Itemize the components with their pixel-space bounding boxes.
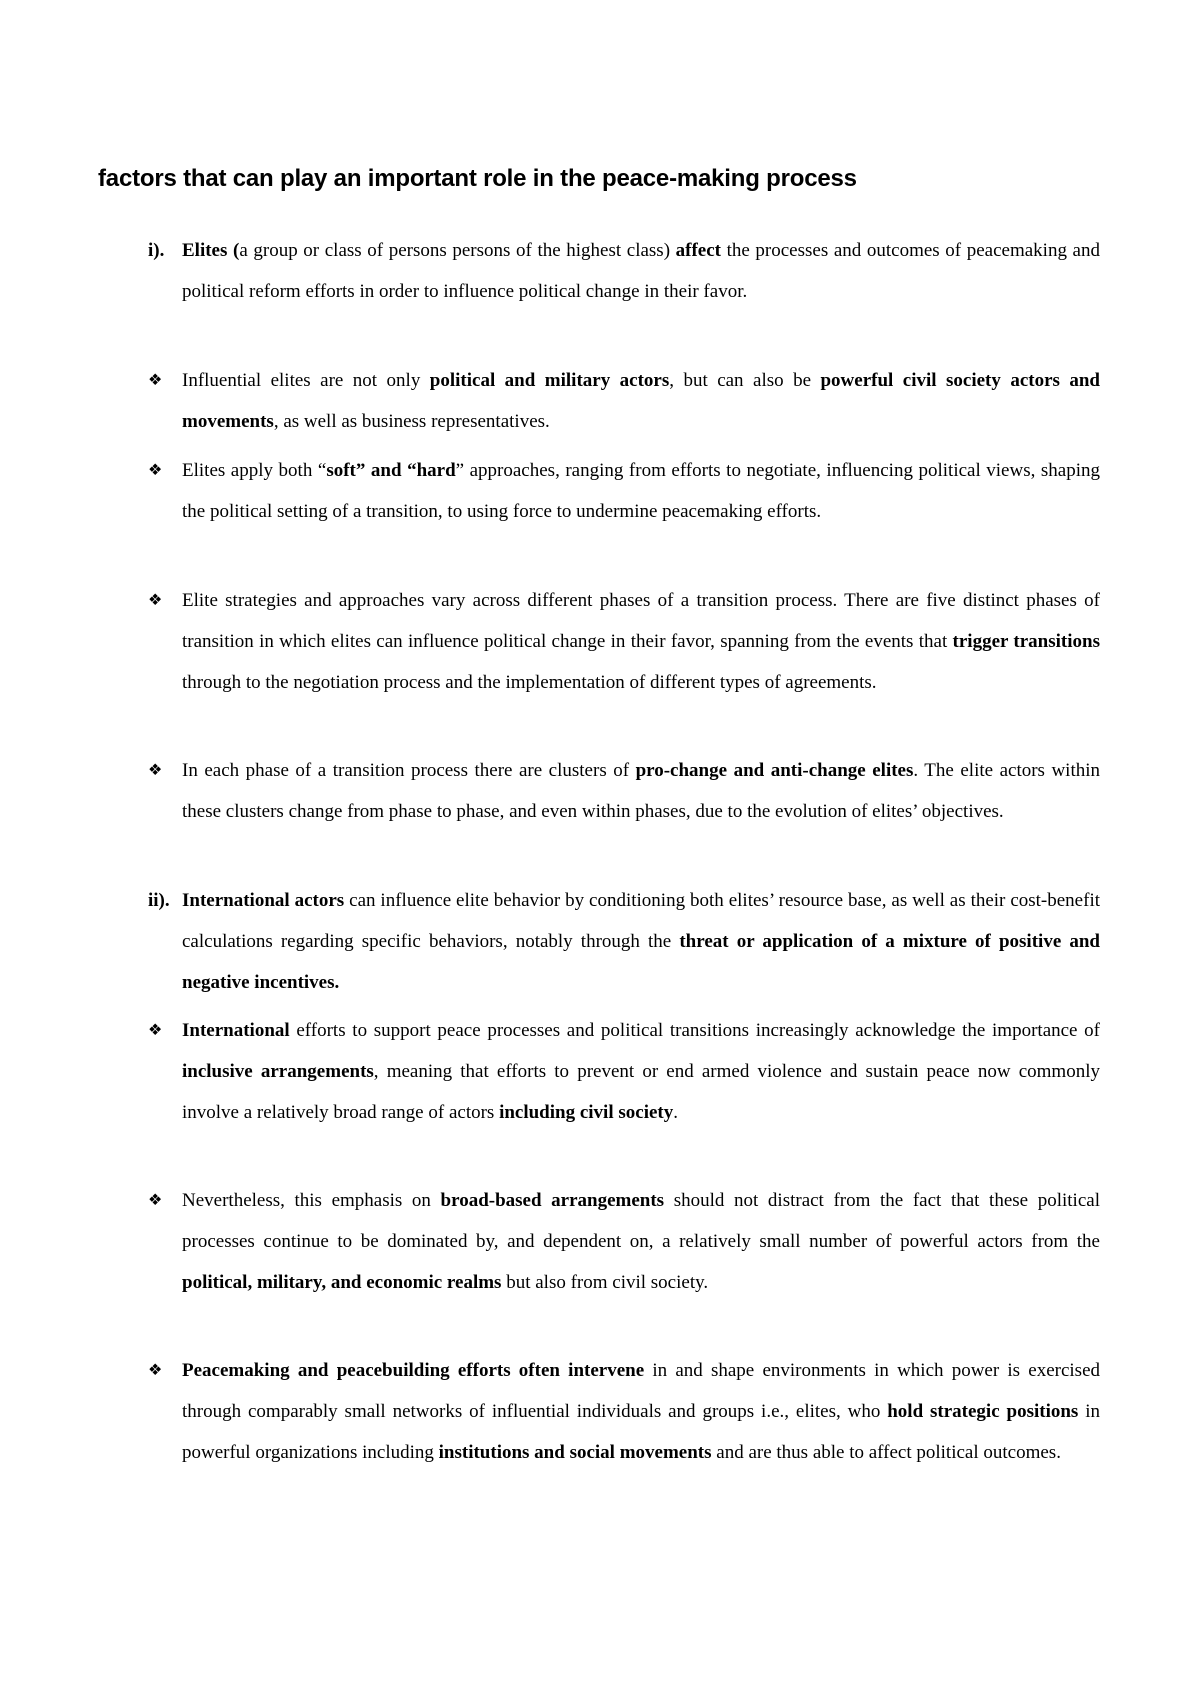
text-segment: In each phase of a transition process there are clusters of [182,760,636,781]
text-segment: Elites ( [182,240,240,261]
text-segment: International [182,1020,290,1041]
text-segment: Elites apply both “ [182,460,327,481]
list-item-text [182,750,1100,832]
diamond-bullet-icon: ❖ [148,762,163,779]
list-item-text [182,1180,1100,1303]
list-item-text [182,580,1100,703]
text-segment: . The elite actors within these clusters change from phase to phase, and even within phases, due to the evolution of elites’ objectives. [182,760,1101,822]
diamond-bullet-icon: ❖ [148,1192,163,1209]
text-segment: the processes and outcomes of peacemaking and political reform efforts in order to influence political change in their favor. [182,240,1100,302]
list-item-clusters [148,750,1100,832]
text-segment: , as well as business representatives. [273,411,550,432]
diamond-bullet-icon: ❖ [148,372,163,389]
list-item-elites [148,230,1100,312]
text-segment: hold strategic positions [887,1401,1079,1422]
text-segment: powerful civil society actors and movements [182,370,1101,432]
text-segment: threat or application of a mixture of positive and negative incentives. [182,931,1100,993]
text-segment: Nevertheless, this emphasis on [182,1190,441,1211]
text-segment: International actors [182,890,345,911]
text-segment: , meaning that efforts to prevent or end armed violence and sustain peace now commonly involve a relatively broad range of actors [182,1061,1100,1123]
text-segment: can influence elite behavior by conditioning both elites’ resource base, as well as their cost-benefit calculations regarding specific behaviors, notably through the [182,890,1100,952]
list-item-international-actors [148,880,1100,1003]
text-segment: , but can also be [669,370,821,391]
text-segment: broad-based arrangements [440,1190,665,1211]
text-segment: a group or class of persons persons of the highest class) [239,240,676,261]
text-segment: and are thus able to affect political outcomes. [711,1442,1061,1463]
text-segment: institutions and social movements [438,1442,712,1463]
list-marker: i). [148,240,165,261]
text-segment: including civil society [499,1102,674,1123]
page-title: factors that can play an important role in the peace-making process [98,165,857,192]
text-segment: Influential elites are not only [182,370,430,391]
text-segment: through to the negotiation process and the implementation of different types of agreements. [182,672,877,693]
list-item-soft-hard [148,450,1100,532]
text-segment: . [673,1102,678,1123]
text-segment: inclusive arrangements [182,1061,374,1082]
text-segment: affect [675,240,721,261]
text-segment: Peacemaking and peacebuilding efforts often intervene [182,1360,645,1381]
text-segment: in powerful organizations including [182,1401,1100,1463]
list-item-nevertheless [148,1180,1100,1303]
list-item-text [182,450,1100,532]
text-segment: political, military, and economic realms [182,1272,502,1293]
list-item-peacemaking [148,1350,1100,1473]
text-segment: efforts to support peace processes and political transitions increasingly acknowledge the importance of [289,1020,1100,1041]
text-segment: trigger transitions [952,631,1100,652]
list-item-text [182,1350,1100,1473]
list-item-inclusive [148,1010,1100,1133]
list-item-strategies [148,580,1100,703]
text-segment: in and shape environments in which power is exercised through comparably small networks of influential individuals and groups i.e., elites, who [182,1360,1100,1422]
list-marker: ii). [148,890,170,911]
diamond-bullet-icon: ❖ [148,592,163,609]
text-segment: should not distract from the fact that these political processes continue to be dominated by, and dependent on, a relatively small number of powerful actors from the [182,1190,1100,1252]
diamond-bullet-icon: ❖ [148,1362,163,1379]
diamond-bullet-icon: ❖ [148,1022,163,1039]
text-segment: pro-change and anti-change elites [635,760,914,781]
list-item-text [182,360,1100,442]
text-segment: soft” and “hard [326,460,456,481]
text-segment: but also from civil society. [501,1272,709,1293]
list-item-text [182,880,1100,1003]
list-item-text [182,230,1100,312]
list-item-text [182,1010,1100,1133]
text-segment: ” approaches, ranging from efforts to negotiate, influencing political views, shaping the political setting of a transition, to using force to undermine peacemaking efforts. [182,460,1100,522]
list-item-influential-elites [148,360,1100,442]
text-segment: Elite strategies and approaches vary across different phases of a transition process. There are five distinct phases of transition in which elites can influence political change in their favor, spanning from the events that [182,590,1100,652]
text-segment: political and military actors [429,370,670,391]
diamond-bullet-icon: ❖ [148,462,163,479]
